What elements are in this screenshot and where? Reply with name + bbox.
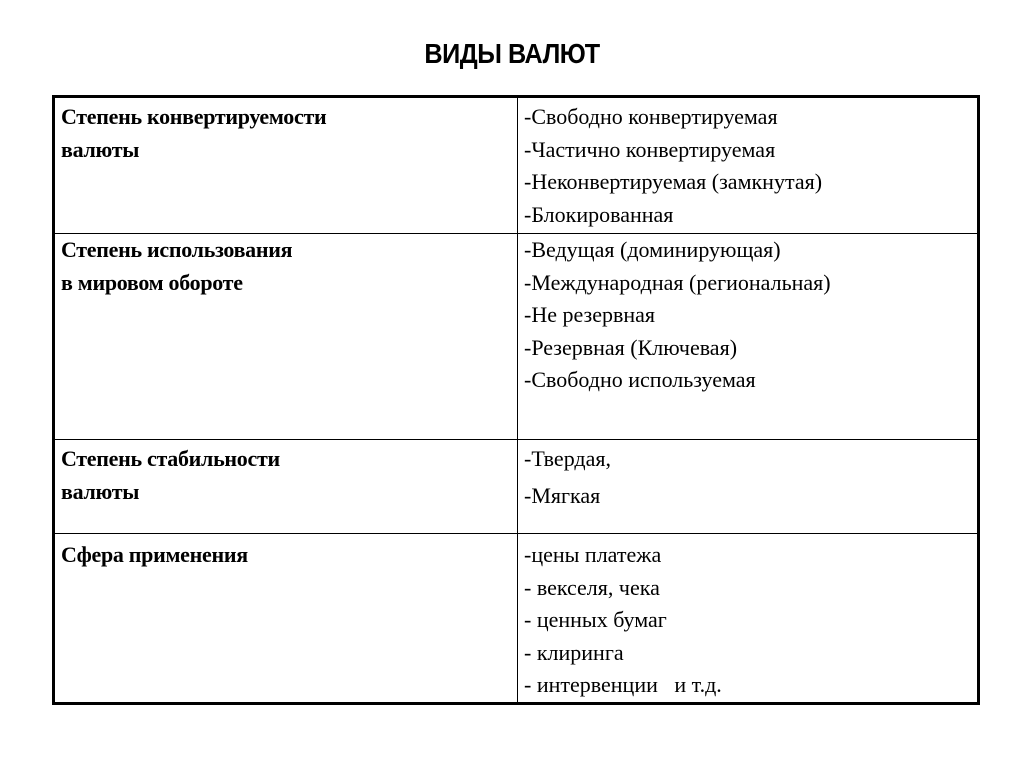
- list-item: - ценных бумаг: [524, 607, 667, 632]
- table-row-convertibility: [54, 97, 979, 234]
- page-title: ВИДЫ ВАЛЮТ: [424, 38, 600, 69]
- list-item: -Блокированная: [524, 201, 674, 227]
- category-label: Сфера применения: [61, 542, 248, 567]
- category-cell: [54, 234, 518, 440]
- list-item: -цены платежа: [524, 542, 662, 567]
- list-item: -Мягкая: [524, 482, 601, 508]
- list-item: -Частично конвертируемая: [524, 136, 776, 162]
- list-item: - векселя, чека: [524, 574, 660, 600]
- items-cell: [518, 534, 979, 704]
- category-label: в мировом обороте: [61, 269, 243, 295]
- list-item: -Твердая,: [524, 446, 611, 471]
- category-cell: [54, 97, 518, 234]
- list-item: -Свободно используемая: [524, 367, 756, 392]
- list-item: -Ведущая (доминирующая): [524, 237, 781, 262]
- currency-types-table: [52, 95, 980, 705]
- table-row-scope: [54, 534, 979, 704]
- items-cell: [518, 440, 979, 534]
- category-label: Степень стабильности: [61, 446, 280, 471]
- list-item: -Международная (региональная): [524, 269, 831, 295]
- category-label: валюты: [61, 136, 140, 162]
- category-cell: [54, 440, 518, 534]
- list-item: - клиринга: [524, 639, 624, 665]
- list-item: -Неконвертируемая (замкнутая): [524, 169, 823, 194]
- items-cell: [518, 234, 979, 440]
- table-row-usage: [54, 234, 979, 440]
- table-row-stability: [54, 440, 979, 534]
- category-label: валюты: [61, 478, 140, 504]
- category-cell: [54, 534, 518, 704]
- list-item: - интервенции и т.д.: [524, 672, 722, 697]
- category-label: Степень конвертируемости: [61, 104, 327, 129]
- list-item: -Свободно конвертируемая: [524, 104, 778, 129]
- list-item: -Резервная (Ключевая): [524, 334, 738, 360]
- items-cell: [518, 97, 979, 234]
- category-label: Степень использования: [61, 237, 293, 262]
- list-item: -Не резервная: [524, 302, 656, 327]
